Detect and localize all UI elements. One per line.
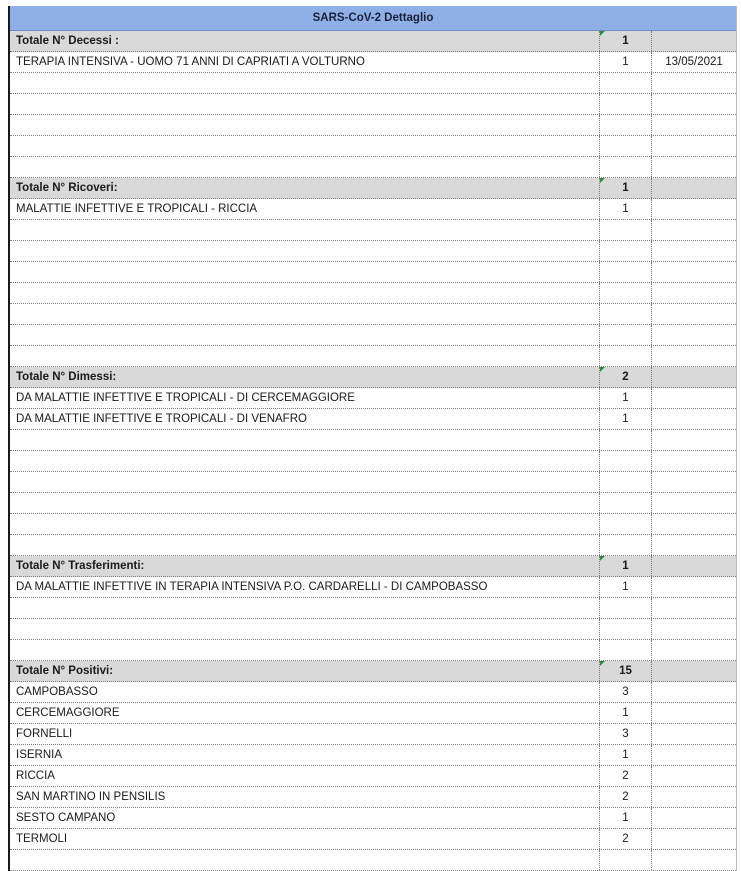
table-row — [10, 514, 736, 535]
description-cell[interactable] — [10, 241, 600, 261]
description-cell[interactable] — [10, 157, 600, 177]
table-row — [10, 220, 736, 241]
table-row — [10, 388, 736, 409]
table-row — [10, 136, 736, 157]
section-total-cell[interactable]: 1 — [600, 178, 652, 198]
description-cell[interactable]: ISERNIA — [10, 745, 600, 765]
table-row — [10, 472, 736, 493]
table-body — [10, 31, 736, 871]
table-row — [10, 598, 736, 619]
section-header-row — [10, 31, 736, 52]
section-header-row — [10, 556, 736, 577]
description-cell[interactable]: FORNELLI — [10, 724, 600, 744]
section-total-cell[interactable]: 1 — [600, 556, 652, 576]
count-cell[interactable] — [600, 535, 652, 555]
date-cell[interactable] — [652, 577, 736, 597]
date-cell[interactable] — [652, 619, 736, 639]
section-label-cell[interactable]: Totale N° Dimessi: — [10, 367, 600, 387]
date-cell[interactable] — [652, 262, 736, 282]
count-cell[interactable] — [600, 304, 652, 324]
date-cell[interactable] — [652, 472, 736, 492]
date-cell[interactable] — [652, 703, 736, 723]
description-cell[interactable]: TERAPIA INTENSIVA - UOMO 71 ANNI DI CAPRIATI A VOLTURNO — [10, 52, 600, 72]
date-cell[interactable] — [652, 598, 736, 618]
table-row — [10, 535, 736, 556]
table-row — [10, 115, 736, 136]
section-label-cell[interactable]: Totale N° Ricoveri: — [10, 178, 600, 198]
cell-comment-marker-icon — [600, 178, 605, 183]
count-cell[interactable]: 3 — [600, 682, 652, 702]
date-cell[interactable] — [652, 346, 736, 366]
date-cell[interactable] — [652, 787, 736, 807]
section-extra-cell[interactable] — [652, 178, 736, 198]
table-row — [10, 283, 736, 304]
description-cell[interactable] — [10, 850, 600, 870]
description-cell[interactable] — [10, 493, 600, 513]
description-cell[interactable] — [10, 94, 600, 114]
table-row — [10, 619, 736, 640]
count-cell[interactable] — [600, 472, 652, 492]
table-row — [10, 304, 736, 325]
description-cell[interactable] — [10, 535, 600, 555]
table-row — [10, 73, 736, 94]
date-cell[interactable] — [652, 136, 736, 156]
count-cell[interactable]: 3 — [600, 724, 652, 744]
description-cell[interactable] — [10, 73, 600, 93]
date-cell[interactable] — [652, 157, 736, 177]
count-cell[interactable]: 1 — [600, 745, 652, 765]
date-cell[interactable] — [652, 535, 736, 555]
description-cell[interactable] — [10, 115, 600, 135]
section-label-cell[interactable]: Totale N° Positivi: — [10, 661, 600, 681]
count-cell[interactable] — [600, 136, 652, 156]
description-cell[interactable]: DA MALATTIE INFETTIVE E TROPICALI - DI VENAFRO — [10, 409, 600, 429]
table-row — [10, 703, 736, 724]
table-row — [10, 745, 736, 766]
count-cell[interactable]: 1 — [600, 409, 652, 429]
description-cell[interactable] — [10, 451, 600, 471]
count-cell[interactable] — [600, 619, 652, 639]
count-cell[interactable] — [600, 325, 652, 345]
cell-comment-marker-icon — [600, 556, 605, 561]
table-row — [10, 451, 736, 472]
count-cell[interactable]: 1 — [600, 703, 652, 723]
description-cell[interactable]: DA MALATTIE INFETTIVE IN TERAPIA INTENSIVA P.O. CARDARELLI - DI CAMPOBASSO — [10, 577, 600, 597]
count-cell[interactable] — [600, 514, 652, 534]
description-cell[interactable]: DA MALATTIE INFETTIVE E TROPICALI - DI CERCEMAGGIORE — [10, 388, 600, 408]
table-row — [10, 850, 736, 871]
table-row — [10, 325, 736, 346]
date-cell[interactable] — [652, 640, 736, 660]
count-cell[interactable]: 1 — [600, 199, 652, 219]
count-cell[interactable] — [600, 430, 652, 450]
description-cell[interactable] — [10, 640, 600, 660]
description-cell[interactable] — [10, 472, 600, 492]
spreadsheet-table — [8, 6, 737, 871]
count-cell[interactable]: 2 — [600, 787, 652, 807]
count-cell[interactable] — [600, 220, 652, 240]
table-row — [10, 430, 736, 451]
description-cell[interactable] — [10, 325, 600, 345]
count-cell[interactable]: 1 — [600, 52, 652, 72]
section-total-cell[interactable]: 2 — [600, 367, 652, 387]
cell-comment-marker-icon — [600, 367, 605, 372]
table-row — [10, 787, 736, 808]
table-row — [10, 808, 736, 829]
table-row — [10, 724, 736, 745]
description-cell[interactable]: SAN MARTINO IN PENSILIS — [10, 787, 600, 807]
section-header-row — [10, 367, 736, 388]
description-cell[interactable] — [10, 262, 600, 282]
table-row — [10, 577, 736, 598]
count-cell[interactable] — [600, 94, 652, 114]
count-cell[interactable] — [600, 346, 652, 366]
table-row — [10, 262, 736, 283]
count-cell[interactable] — [600, 850, 652, 870]
count-cell[interactable]: 2 — [600, 766, 652, 786]
table-row — [10, 829, 736, 850]
count-cell[interactable] — [600, 598, 652, 618]
description-cell[interactable]: CAMPOBASSO — [10, 682, 600, 702]
date-cell[interactable] — [652, 682, 736, 702]
table-row — [10, 157, 736, 178]
table-row — [10, 199, 736, 220]
date-cell[interactable] — [652, 850, 736, 870]
section-extra-cell[interactable] — [652, 31, 736, 51]
date-cell[interactable] — [652, 94, 736, 114]
section-total-cell[interactable]: 1 — [600, 31, 652, 51]
date-cell[interactable] — [652, 514, 736, 534]
section-label-cell[interactable]: Totale N° Decessi : — [10, 31, 600, 51]
table-row — [10, 682, 736, 703]
date-cell[interactable] — [652, 745, 736, 765]
date-cell[interactable] — [652, 808, 736, 828]
date-cell[interactable] — [652, 283, 736, 303]
section-extra-cell[interactable] — [652, 556, 736, 576]
count-cell[interactable] — [600, 115, 652, 135]
count-cell[interactable]: 1 — [600, 388, 652, 408]
count-cell[interactable]: 2 — [600, 829, 652, 849]
section-header-row — [10, 178, 736, 199]
date-cell[interactable] — [652, 220, 736, 240]
date-cell[interactable] — [652, 724, 736, 744]
date-cell[interactable] — [652, 409, 736, 429]
count-cell[interactable] — [600, 73, 652, 93]
count-cell[interactable] — [600, 283, 652, 303]
count-cell[interactable] — [600, 241, 652, 261]
table-row — [10, 409, 736, 430]
description-cell[interactable] — [10, 220, 600, 240]
date-cell[interactable] — [652, 388, 736, 408]
table-row — [10, 640, 736, 661]
count-cell[interactable] — [600, 262, 652, 282]
count-cell[interactable]: 1 — [600, 808, 652, 828]
table-row — [10, 346, 736, 367]
count-cell[interactable] — [600, 493, 652, 513]
description-cell[interactable]: CERCEMAGGIORE — [10, 703, 600, 723]
count-cell[interactable] — [600, 640, 652, 660]
date-cell[interactable] — [652, 199, 736, 219]
table-row — [10, 52, 736, 73]
description-cell[interactable] — [10, 304, 600, 324]
description-cell[interactable] — [10, 283, 600, 303]
section-total-cell[interactable]: 15 — [600, 661, 652, 681]
section-extra-cell[interactable] — [652, 367, 736, 387]
description-cell[interactable] — [10, 346, 600, 366]
section-header-row — [10, 661, 736, 682]
date-cell[interactable] — [652, 241, 736, 261]
table-row — [10, 94, 736, 115]
section-extra-cell[interactable] — [652, 661, 736, 681]
description-cell[interactable]: MALATTIE INFETTIVE E TROPICALI - RICCIA — [10, 199, 600, 219]
count-cell[interactable]: 1 — [600, 577, 652, 597]
date-cell[interactable] — [652, 325, 736, 345]
description-cell[interactable]: SESTO CAMPANO — [10, 808, 600, 828]
cell-comment-marker-icon — [600, 661, 605, 666]
table-title: SARS-CoV-2 Dettaglio — [10, 6, 736, 31]
table-row — [10, 766, 736, 787]
description-cell[interactable] — [10, 598, 600, 618]
cell-comment-marker-icon — [600, 31, 605, 36]
date-cell[interactable] — [652, 304, 736, 324]
description-cell[interactable]: RICCIA — [10, 766, 600, 786]
date-cell[interactable] — [652, 115, 736, 135]
date-cell[interactable] — [652, 493, 736, 513]
table-row — [10, 241, 736, 262]
count-cell[interactable] — [600, 451, 652, 471]
count-cell[interactable] — [600, 157, 652, 177]
description-cell[interactable] — [10, 136, 600, 156]
description-cell[interactable] — [10, 514, 600, 534]
date-cell[interactable] — [652, 430, 736, 450]
date-cell[interactable] — [652, 829, 736, 849]
date-cell[interactable] — [652, 73, 736, 93]
date-cell[interactable] — [652, 766, 736, 786]
description-cell[interactable] — [10, 430, 600, 450]
table-row — [10, 493, 736, 514]
description-cell[interactable]: TERMOLI — [10, 829, 600, 849]
date-cell[interactable] — [652, 451, 736, 471]
date-cell[interactable]: 13/05/2021 — [665, 56, 723, 68]
description-cell[interactable] — [10, 619, 600, 639]
section-label-cell[interactable]: Totale N° Trasferimenti: — [10, 556, 600, 576]
